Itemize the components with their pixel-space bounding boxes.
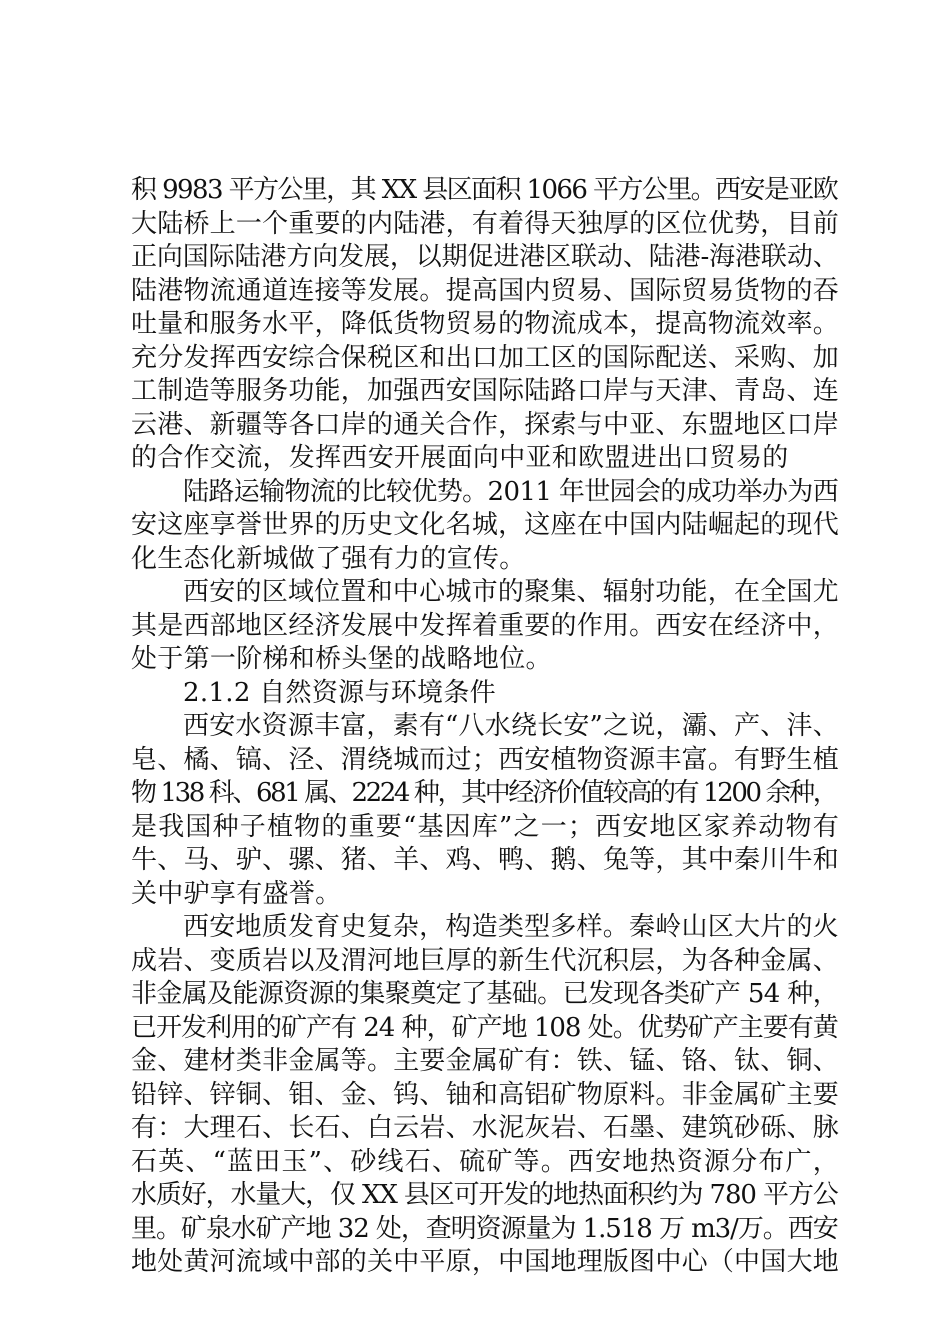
text-line: 有：大理石、长石、白云岩、水泥灰岩、石墨、建筑砂砾、脉 [131,1113,839,1143]
paragraph [131,174,839,476]
text-line: 关中驴享有盛誉。 [131,878,342,909]
text-line: 处于第一阶梯和桥头堡的战略地位。 [131,644,552,674]
text-line: 成岩、变质岩以及渭河地巨厚的新生代沉积层，为各种金属、 [131,945,839,976]
text-line: 地处黄河流域中部的关中平原，中国地理版图中心（中国大地 [131,1247,839,1277]
text-line: 积 9983 平方公里，其 XX 县区面积 1066 平方公里。西安是亚欧 [131,175,838,205]
paragraph [131,576,839,677]
text-line: 安这座享誉世界的历史文化名城，这座在中国内陆崛起的现代 [131,510,839,540]
text-line: 铅锌、锌铜、钼、金、钨、铀和高铝矿物原料。非金属矿主要 [131,1079,839,1110]
text-line: 的合作交流，发挥西安开展面向中亚和欧盟进出口贸易的 [131,443,789,473]
text-line: 非金属及能源资源的集聚奠定了基础。已发现各类矿产 54 种， [131,979,839,1009]
paragraph [131,911,839,1280]
text-line: 里。矿泉水矿产地 32 处，查明资源量为 1.518 万 m3/万。西安 [131,1213,838,1244]
paragraph [131,476,839,577]
text-line: 大陆桥上一个重要的内陆港，有着得天独厚的区位优势，目前 [131,208,839,239]
text-line: 石英、“蓝田玉”、砂线石、硫矿等。西安地热资源分布广， [131,1146,840,1177]
text-line: 工制造等服务功能，加强西安国际陆路口岸与天津、青岛、连 [131,376,839,406]
text-line: 西安的区域位置和中心城市的聚集、辐射功能，在全国尤 [183,577,839,607]
text-line: 充分发挥西安综合保税区和出口加工区的国际配送、采购、加 [131,342,839,373]
text-line: 陆路运输物流的比较优势。2011 年世园会的成功举办为西 [183,476,839,507]
text-line: 物 138 科、681 属、2224 种，其中经济价值较高的有 1200 余种， [131,778,837,808]
text-line: 化生态化新城做了强有力的宣传。 [131,543,526,574]
text-line: 金、建材类非金属等。主要金属矿有：铁、锰、铬、钛、铜、 [131,1046,839,1076]
text-line: 云港、新疆等各口岸的通关合作，探索与中亚、东盟地区口岸 [131,409,839,440]
text-line: 陆港物流通道连接等发展。提高国内贸易、国际贸易货物的吞 [131,275,839,306]
document-body [131,174,839,1280]
text-line: 西安地质发育史复杂，构造类型多样。秦岭山区大片的火 [183,912,839,942]
paragraph [131,710,839,911]
section-heading [131,677,839,711]
text-line: 是我国种子植物的重要“基因库”之一；西安地区家养动物有 [131,811,840,842]
text-line: 其是西部地区经济发展中发挥着重要的作用。西安在经济中， [131,610,839,641]
section-heading-text: 2.1.2 自然资源与环境条件 [183,677,496,708]
text-line: 正向国际陆港方向发展，以期促进港区联动、陆港-海港联动、 [131,242,839,272]
text-line: 水质好，水量大，仅 XX 县区可开发的地热面积约为 780 平方公 [131,1180,838,1210]
text-line: 皂、橘、镐、泾、渭绕城而过；西安植物资源丰富。有野生植 [131,744,839,775]
text-line: 已开发利用的矿产有 24 种，矿产地 108 处。优势矿产主要有黄 [131,1012,838,1043]
text-line: 牛、马、驴、骡、猪、羊、鸡、鸭、鹅、兔等，其中秦川牛和 [131,845,839,875]
text-line: 西安水资源丰富，素有“八水绕长安”之说，灞、产、沣、 [183,711,839,741]
text-line: 吐量和服务水平，降低货物贸易的物流成本，提高物流效率。 [131,309,839,339]
